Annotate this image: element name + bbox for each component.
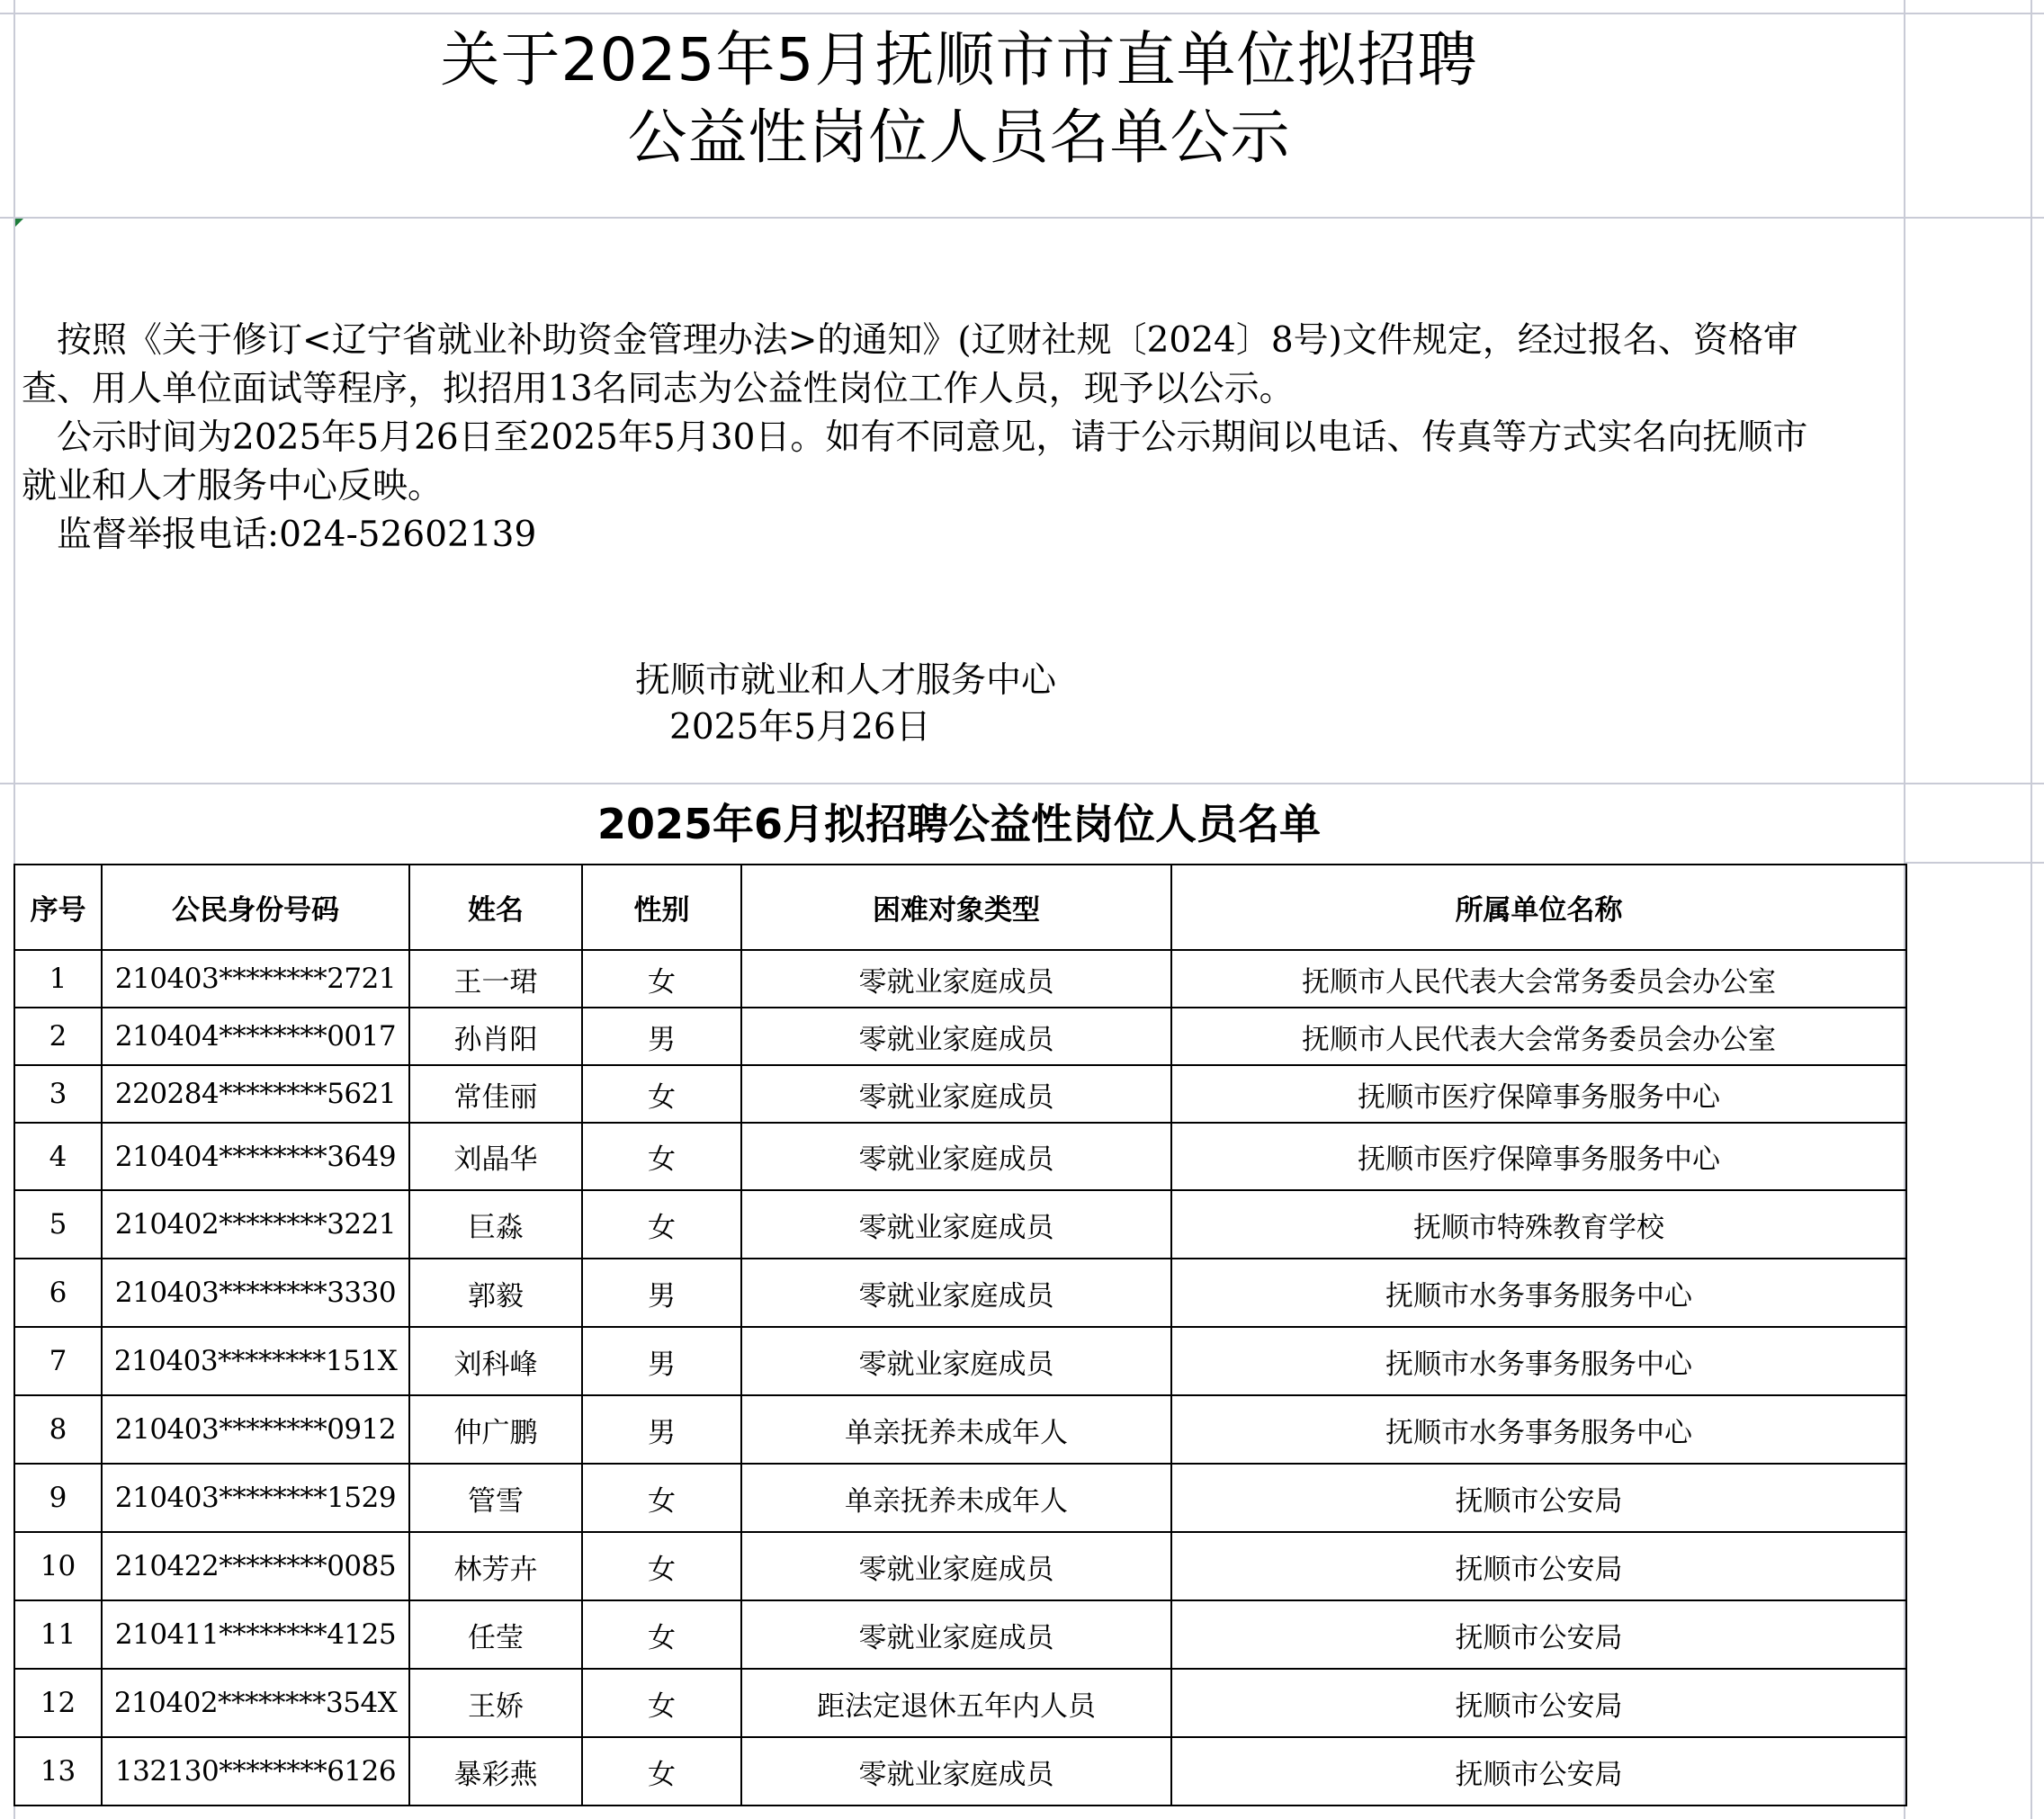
cell-name: 王娇 bbox=[409, 1669, 582, 1737]
cell-gender: 女 bbox=[582, 1123, 741, 1190]
cell-id-number: 210403********151X bbox=[102, 1327, 409, 1395]
cell-unit-name: 抚顺市医疗保障事务服务中心 bbox=[1171, 1065, 1906, 1123]
header-unit-name: 所属单位名称 bbox=[1171, 865, 1906, 950]
cell-hardship-type: 零就业家庭成员 bbox=[741, 950, 1171, 1008]
cell-unit-name: 抚顺市公安局 bbox=[1171, 1669, 1906, 1737]
cell-unit-name: 抚顺市公安局 bbox=[1171, 1464, 1906, 1532]
cell-index: 5 bbox=[14, 1190, 102, 1259]
cell-id-number: 210403********1529 bbox=[102, 1464, 409, 1532]
cell-name: 巨淼 bbox=[409, 1190, 582, 1259]
cell-name: 林芳卉 bbox=[409, 1532, 582, 1600]
cell-hardship-type: 零就业家庭成员 bbox=[741, 1190, 1171, 1259]
header-gender: 性别 bbox=[582, 865, 741, 950]
cell-name: 暴彩燕 bbox=[409, 1737, 582, 1806]
header-index: 序号 bbox=[14, 865, 102, 950]
table-row bbox=[14, 1327, 1906, 1395]
table-row bbox=[14, 1464, 1906, 1532]
cell-unit-name: 抚顺市水务事务服务中心 bbox=[1171, 1395, 1906, 1464]
grid-line-title-bottom bbox=[0, 217, 2044, 219]
page-title-line-2: 公益性岗位人员名单公示 bbox=[627, 103, 1291, 172]
cell-unit-name: 抚顺市人民代表大会常务委员会办公室 bbox=[1171, 1008, 1906, 1065]
cell-name: 王一珺 bbox=[409, 950, 582, 1008]
cell-name: 刘晶华 bbox=[409, 1123, 582, 1190]
cell-index: 13 bbox=[14, 1737, 102, 1806]
cell-id-number: 210404********0017 bbox=[102, 1008, 409, 1065]
notice-text: 公示时间为2025年5月26日至2025年5月30日。如有不同意见，请于公示期间以电话、传真等方式实名向抚顺市 bbox=[57, 417, 1808, 458]
cell-gender: 女 bbox=[582, 1669, 741, 1737]
cell-hardship-type: 零就业家庭成员 bbox=[741, 1532, 1171, 1600]
hotline-text: 监督举报电话:024-52602139 bbox=[57, 515, 537, 555]
signature-date: 2025年5月26日 bbox=[669, 707, 931, 748]
table-row bbox=[14, 1259, 1906, 1327]
cell-id-number: 132130********6126 bbox=[102, 1737, 409, 1806]
cell-index: 6 bbox=[14, 1259, 102, 1327]
cell-index: 9 bbox=[14, 1464, 102, 1532]
table-row bbox=[14, 1065, 1906, 1123]
notice-paragraph-1-line-2: 查、用人单位面试等程序，拟招用13名同志为公益性岗位工作人员，现予以公示。 bbox=[22, 369, 1295, 409]
cell-id-number: 210402********3221 bbox=[102, 1190, 409, 1259]
cell-hardship-type: 零就业家庭成员 bbox=[741, 1600, 1171, 1669]
cell-name: 常佳丽 bbox=[409, 1065, 582, 1123]
cell-hardship-type: 单亲抚养未成年人 bbox=[741, 1464, 1171, 1532]
cell-gender: 女 bbox=[582, 1065, 741, 1123]
table-title: 2025年6月拟招聘公益性岗位人员名单 bbox=[596, 800, 1322, 848]
cell-id-number: 210403********3330 bbox=[102, 1259, 409, 1327]
table-row bbox=[14, 1669, 1906, 1737]
cell-unit-name: 抚顺市特殊教育学校 bbox=[1171, 1190, 1906, 1259]
cell-name: 仲广鹏 bbox=[409, 1395, 582, 1464]
cell-hardship-type: 零就业家庭成员 bbox=[741, 1259, 1171, 1327]
notice-hotline bbox=[22, 511, 1902, 560]
cell-index: 10 bbox=[14, 1532, 102, 1600]
cell-id-number: 210402********354X bbox=[102, 1669, 409, 1737]
cell-hardship-type: 零就业家庭成员 bbox=[741, 1008, 1171, 1065]
cell-hardship-type: 零就业家庭成员 bbox=[741, 1737, 1171, 1806]
grid-line-top bbox=[0, 13, 2044, 14]
cell-index: 12 bbox=[14, 1669, 102, 1737]
cell-name: 任莹 bbox=[409, 1600, 582, 1669]
page-title-line-1: 关于2025年5月抚顺市市直单位拟招聘 bbox=[440, 25, 1478, 94]
cell-index: 1 bbox=[14, 950, 102, 1008]
cell-index: 2 bbox=[14, 1008, 102, 1065]
cell-name: 管雪 bbox=[409, 1464, 582, 1532]
signature-organization: 抚顺市就业和人才服务中心 bbox=[635, 660, 1057, 701]
cell-hardship-type: 零就业家庭成员 bbox=[741, 1123, 1171, 1190]
header-name: 姓名 bbox=[409, 865, 582, 950]
cell-gender: 男 bbox=[582, 1259, 741, 1327]
cell-name: 刘科峰 bbox=[409, 1327, 582, 1395]
cell-index: 4 bbox=[14, 1123, 102, 1190]
grid-line-table-title-bottom bbox=[1905, 862, 2044, 864]
cell-unit-name: 抚顺市公安局 bbox=[1171, 1532, 1906, 1600]
header-id-number: 公民身份号码 bbox=[102, 865, 409, 950]
table-row bbox=[14, 1008, 1906, 1065]
table-row bbox=[14, 1395, 1906, 1464]
table-row bbox=[14, 1600, 1906, 1669]
notice-paragraph-2-line-1 bbox=[22, 414, 1902, 462]
cell-gender: 女 bbox=[582, 950, 741, 1008]
cell-id-number: 210403********2721 bbox=[102, 950, 409, 1008]
cell-index: 7 bbox=[14, 1327, 102, 1395]
table-row bbox=[14, 1737, 1906, 1806]
notice-paragraph-2-line-2: 就业和人才服务中心反映。 bbox=[22, 466, 444, 506]
cell-hardship-type: 零就业家庭成员 bbox=[741, 1327, 1171, 1395]
cell-gender: 女 bbox=[582, 1464, 741, 1532]
grid-line-right-2 bbox=[2031, 0, 2032, 1819]
table-row bbox=[14, 950, 1906, 1008]
cell-gender: 女 bbox=[582, 1600, 741, 1669]
cell-hardship-type: 距法定退休五年内人员 bbox=[741, 1669, 1171, 1737]
cell-hardship-type: 零就业家庭成员 bbox=[741, 1065, 1171, 1123]
cell-id-number: 210422********0085 bbox=[102, 1532, 409, 1600]
cell-gender: 女 bbox=[582, 1532, 741, 1600]
header-hardship-type: 困难对象类型 bbox=[741, 865, 1171, 950]
cell-id-number: 210404********3649 bbox=[102, 1123, 409, 1190]
cell-unit-name: 抚顺市医疗保障事务服务中心 bbox=[1171, 1123, 1906, 1190]
cell-name: 郭毅 bbox=[409, 1259, 582, 1327]
cell-index: 8 bbox=[14, 1395, 102, 1464]
cell-index: 3 bbox=[14, 1065, 102, 1123]
cell-hardship-type: 单亲抚养未成年人 bbox=[741, 1395, 1171, 1464]
cell-unit-name: 抚顺市公安局 bbox=[1171, 1737, 1906, 1806]
cell-unit-name: 抚顺市公安局 bbox=[1171, 1600, 1906, 1669]
cell-unit-name: 抚顺市人民代表大会常务委员会办公室 bbox=[1171, 950, 1906, 1008]
cell-unit-name: 抚顺市水务事务服务中心 bbox=[1171, 1327, 1906, 1395]
table-row bbox=[14, 1123, 1906, 1190]
table-row bbox=[14, 1190, 1906, 1259]
cell-id-number: 210411********4125 bbox=[102, 1600, 409, 1669]
cell-gender: 女 bbox=[582, 1190, 741, 1259]
cell-gender: 男 bbox=[582, 1008, 741, 1065]
cell-unit-name: 抚顺市水务事务服务中心 bbox=[1171, 1259, 1906, 1327]
notice-text: 按照《关于修订<辽宁省就业补助资金管理办法>的通知》(辽财社规〔2024〕8号)文件规定，经过报名、资格审 bbox=[57, 320, 1798, 361]
cell-gender: 男 bbox=[582, 1395, 741, 1464]
cell-index: 11 bbox=[14, 1600, 102, 1669]
roster-table bbox=[13, 864, 1907, 1806]
cell-id-number: 220284********5621 bbox=[102, 1065, 409, 1123]
cell-name: 孙肖阳 bbox=[409, 1008, 582, 1065]
table-row bbox=[14, 1532, 1906, 1600]
notice-paragraph-1-line-1 bbox=[22, 317, 1902, 365]
cell-gender: 女 bbox=[582, 1737, 741, 1806]
cell-gender: 男 bbox=[582, 1327, 741, 1395]
cell-comment-marker bbox=[15, 219, 23, 227]
cell-id-number: 210403********0912 bbox=[102, 1395, 409, 1464]
table-header-row bbox=[14, 865, 1906, 950]
